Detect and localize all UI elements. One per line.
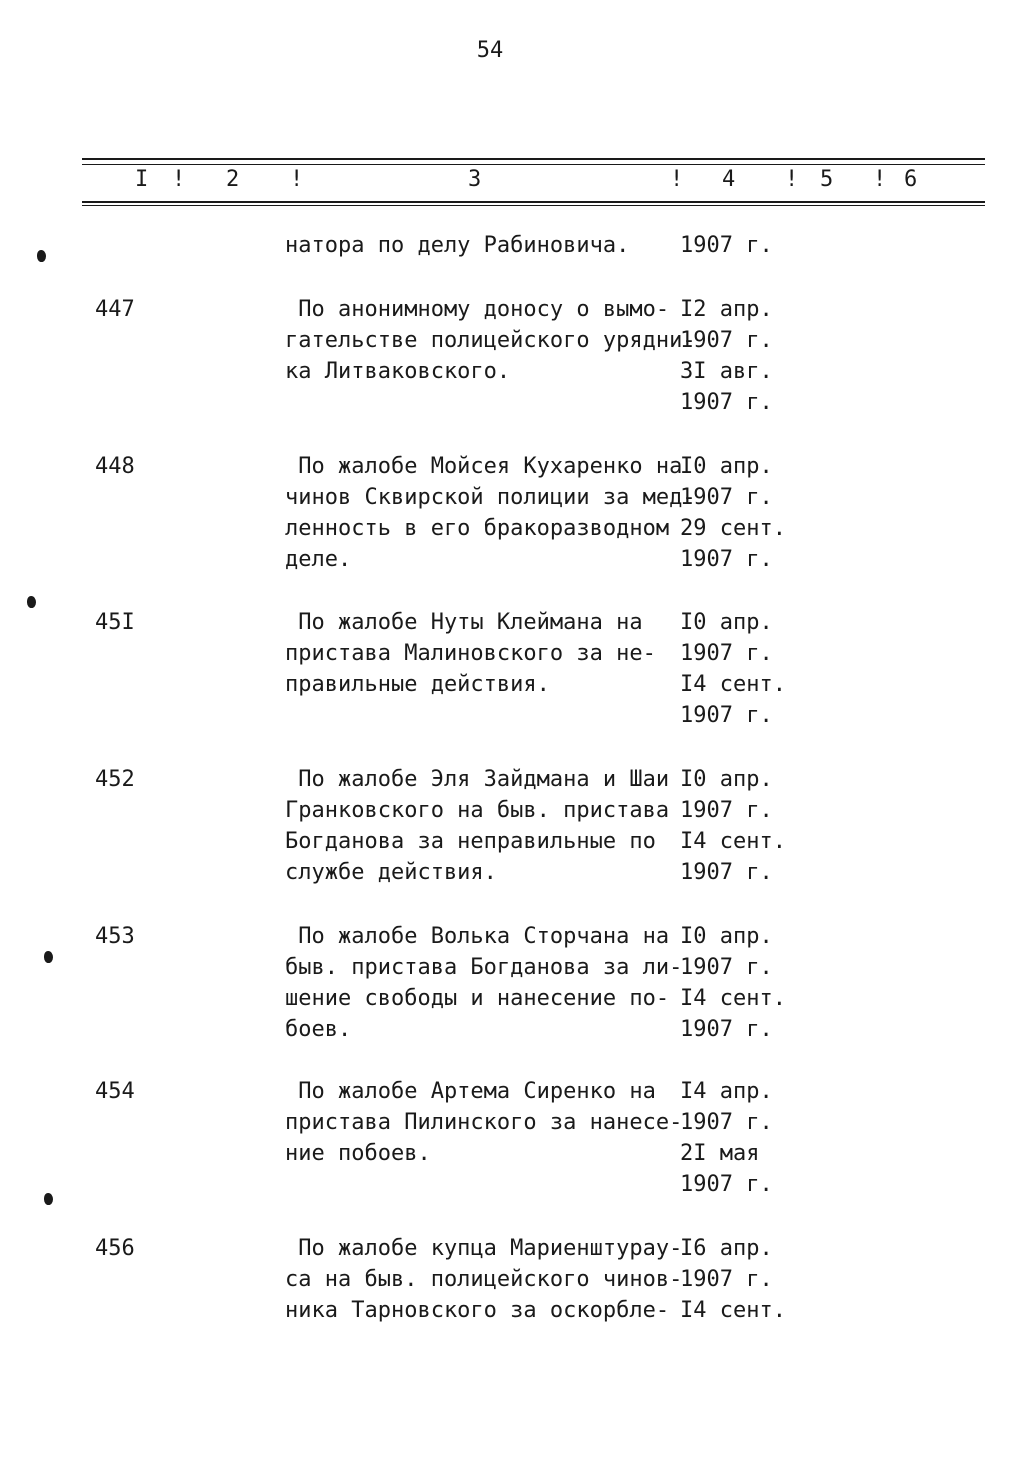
description-line: гательстве полицейского урядни-	[285, 328, 696, 353]
entry-dates	[680, 607, 786, 731]
description-line: По жалобе купца Мариенштурау-	[285, 1236, 683, 1261]
binder-hole-mark	[44, 1193, 53, 1205]
date-line: 1907 г.	[680, 1267, 773, 1292]
description-line: пристава Малиновского за не-	[285, 641, 656, 666]
entry-number: 452	[95, 767, 135, 792]
date-line: 1907 г.	[680, 328, 773, 353]
entry-number: 453	[95, 924, 135, 949]
date-line: 1907 г.	[680, 1110, 773, 1135]
date-line: I0 апр.	[680, 767, 773, 792]
date-line: I0 апр.	[680, 610, 773, 635]
description-line: быв. пристава Богданова за ли-	[285, 955, 683, 980]
table-header-rule-top-thin	[82, 164, 985, 165]
date-line: 1907 г.	[680, 703, 773, 728]
entry-dates	[680, 921, 786, 1045]
description-line: Богданова за неправильные по	[285, 829, 656, 854]
date-line: 1907 г.	[680, 485, 773, 510]
date-line: 1907 г.	[680, 641, 773, 666]
date-line: I4 сент.	[680, 1298, 786, 1323]
header-sep: !	[873, 167, 887, 192]
description-line: правильные действия.	[285, 672, 550, 697]
date-line: 1907 г.	[680, 798, 773, 823]
description-line: ка Литваковского.	[285, 359, 511, 384]
description-line: По жалобе Эля Зайдмана и Шаи	[285, 767, 670, 792]
description-line: ника Тарновского за оскорбле-	[285, 1298, 670, 1323]
header-sep: !	[670, 167, 684, 192]
entry-description	[285, 1233, 683, 1326]
table-header-rule-bottom	[82, 201, 985, 203]
date-line: 2I мая	[680, 1141, 760, 1166]
date-line: 1907 г.	[680, 233, 773, 258]
header-col-1: I	[135, 167, 149, 192]
binder-hole-mark	[44, 951, 53, 963]
entry-number: 448	[95, 454, 135, 479]
date-line: I2 апр.	[680, 297, 773, 322]
entry-dates	[680, 451, 786, 575]
entry-description	[285, 451, 696, 575]
header-col-4: 4	[722, 167, 736, 192]
header-col-5: 5	[820, 167, 834, 192]
binder-hole-mark	[37, 250, 46, 262]
date-line: 3I авг.	[680, 359, 773, 384]
entry-description	[285, 1076, 683, 1169]
entry-description	[285, 607, 677, 700]
entry-description	[285, 764, 677, 888]
description-line: ние побоев.	[285, 1141, 431, 1166]
entry-description	[285, 230, 677, 261]
description-line: По анонимному доносу о вымо-	[285, 297, 670, 322]
description-line: По жалобе Нуты Клеймана на	[285, 610, 643, 635]
description-line: По жалобе Артема Сиренко на	[285, 1079, 656, 1104]
entry-dates	[680, 1233, 786, 1326]
entry-description	[285, 294, 696, 387]
header-col-3: 3	[468, 167, 482, 192]
entry-number: 447	[95, 297, 135, 322]
description-line: ленность в его бракоразводном	[285, 516, 670, 541]
entry-dates	[680, 294, 773, 418]
date-line: I0 апр.	[680, 454, 773, 479]
description-line: службе действия.	[285, 860, 497, 885]
description-line: боев.	[285, 1017, 352, 1042]
header-col-6: 6	[904, 167, 918, 192]
description-line: натора по делу Рабиновича.	[285, 233, 630, 258]
description-line: По жалобе Мойсея Кухаренко на	[285, 454, 683, 479]
entry-number: 456	[95, 1236, 135, 1261]
description-line: са на быв. полицейского чинов-	[285, 1267, 683, 1292]
date-line: 29 сент.	[680, 516, 786, 541]
description-line: чинов Сквирской полиции за мед-	[285, 485, 696, 510]
description-line: пристава Пилинского за нанесе-	[285, 1110, 683, 1135]
date-line: 1907 г.	[680, 955, 773, 980]
date-line: 1907 г.	[680, 1017, 773, 1042]
table-header-rule-bottom-thin	[82, 205, 985, 206]
date-line: 1907 г.	[680, 547, 773, 572]
entry-dates	[680, 764, 786, 888]
date-line: I4 сент.	[680, 986, 786, 1011]
entry-number: 454	[95, 1079, 135, 1104]
date-line: I0 апр.	[680, 924, 773, 949]
date-line: 1907 г.	[680, 390, 773, 415]
header-sep: !	[172, 167, 186, 192]
description-line: деле.	[285, 547, 352, 572]
page-number: 54	[476, 38, 504, 63]
description-line: шение свободы и нанесение по-	[285, 986, 670, 1011]
date-line: I4 апр.	[680, 1079, 773, 1104]
header-sep: !	[290, 167, 304, 192]
description-line: По жалобе Волька Сторчана на	[285, 924, 670, 949]
date-line: 1907 г.	[680, 1172, 773, 1197]
entry-dates	[680, 1076, 773, 1200]
date-line: 1907 г.	[680, 860, 773, 885]
entry-number: 45I	[95, 610, 135, 635]
header-col-2: 2	[226, 167, 240, 192]
date-line: I6 апр.	[680, 1236, 773, 1261]
header-sep: !	[785, 167, 799, 192]
table-header-rule-top	[82, 158, 985, 160]
binder-hole-mark	[27, 596, 36, 608]
date-line: I4 сент.	[680, 672, 786, 697]
entry-description	[285, 921, 683, 1045]
entry-dates	[680, 230, 773, 261]
description-line: Гранковского на быв. пристава	[285, 798, 670, 823]
date-line: I4 сент.	[680, 829, 786, 854]
